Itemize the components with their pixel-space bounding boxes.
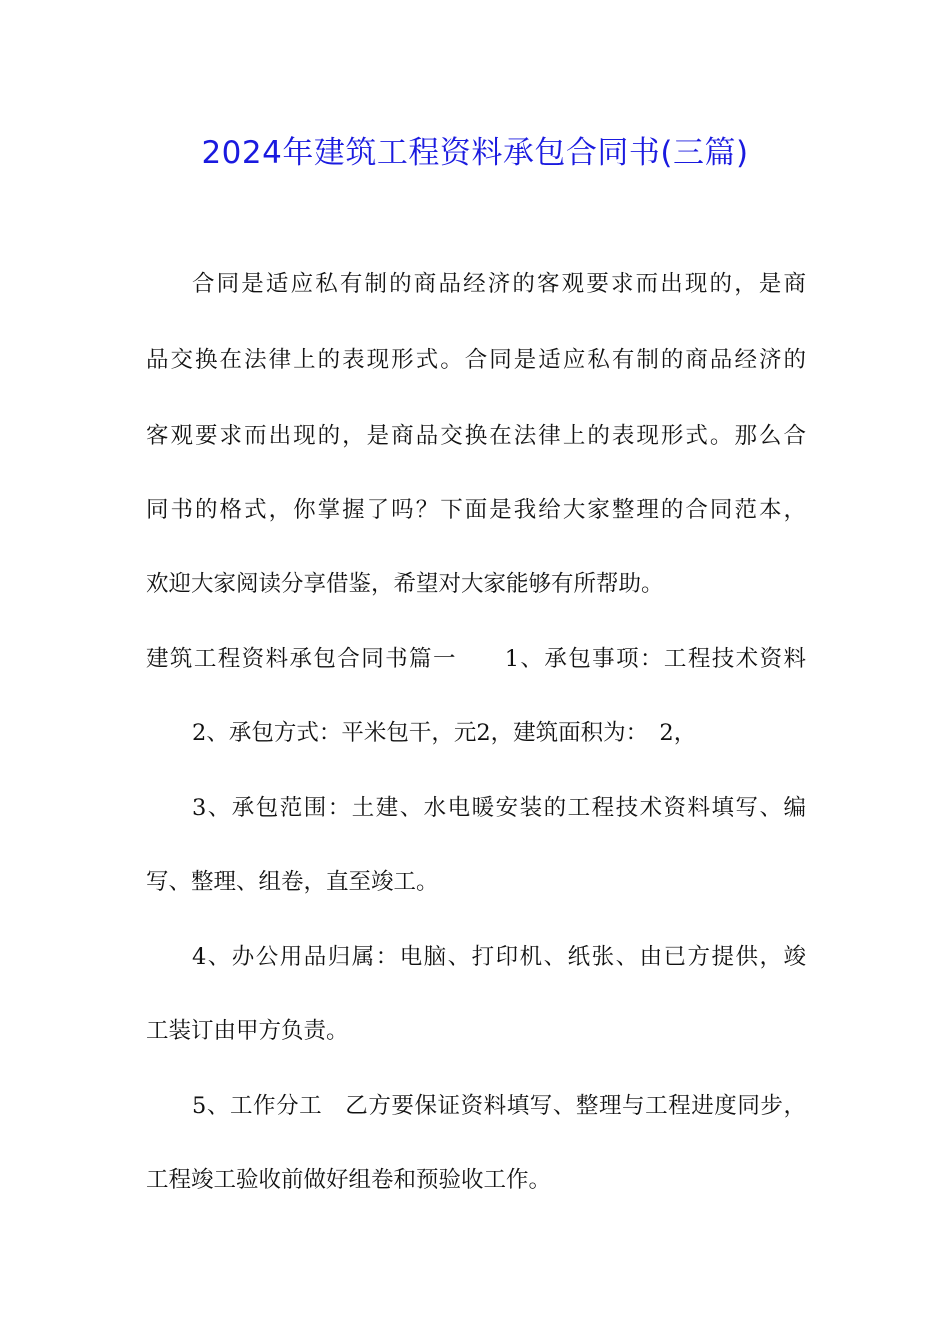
item-4-line-1: 4、办公用品归属：电脑、打印机、纸张、由已方提供，竣: [192, 944, 806, 970]
item-3-line-1: 3、承包范围：土建、水电暖安装的工程技术资料填写、编: [192, 795, 806, 821]
item-5-line-2: 工程竣工验收前做好组卷和预验收工作。: [146, 1167, 552, 1193]
item-3-line-2: 写、整理、组卷，直至竣工。: [146, 869, 439, 895]
section-heading-line: 建筑工程资料承包合同书篇一 1、承包事项：工程技术资料: [146, 646, 806, 672]
intro-line-5: 欢迎大家阅读分享借鉴，希望对大家能够有所帮助。: [146, 571, 664, 597]
intro-line-1: 合同是适应私有制的商品经济的客观要求而出现的，是商: [192, 271, 806, 297]
item-4-line-2: 工装订由甲方负责。: [146, 1018, 349, 1044]
intro-line-4: 同书的格式，你掌握了吗？下面是我给大家整理的合同范本，: [146, 497, 806, 523]
item-5-line-1: 5、工作分工 乙方要保证资料填写、整理与工程进度同步，: [192, 1093, 806, 1119]
intro-line-2: 品交换在法律上的表现形式。合同是适应私有制的商品经济的: [146, 347, 806, 373]
intro-line-3: 客观要求而出现的，是商品交换在法律上的表现形式。那么合: [146, 423, 806, 449]
document-title: 2024年建筑工程资料承包合同书(三篇): [201, 135, 749, 171]
item-2-line: 2、承包方式：平米包干，元2，建筑面积为： 2，: [192, 720, 697, 746]
